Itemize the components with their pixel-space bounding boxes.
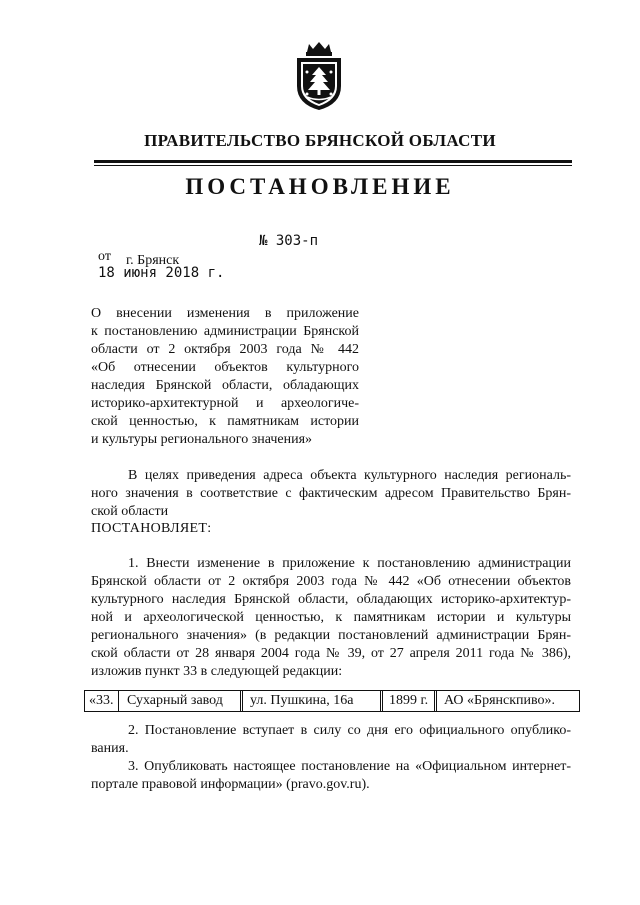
city-line: г. Брянск [126,253,180,268]
subject-line: историко-архитектурной и археологиче- [91,396,359,411]
decree-word: ПОСТАНОВЛЯЕТ: [91,521,212,536]
document-type-title: ПОСТАНОВЛЕНИЕ [185,174,455,199]
item-1-line: Брянской области от 2 октября 2003 года № 442 «Об отнесении объектов [91,574,571,589]
item-1-line: ской области от 28 января 2004 года № 39, от 27 апреля 2011 года № 386), [91,646,571,661]
subject-line: и культуры регионального значения» [91,432,313,447]
preamble-line: ской области [91,504,169,519]
heritage-table-row [84,690,580,712]
item-1-line: ной и археологической ценностью, к памятникам истории и культуры [91,610,571,625]
table-cell-address: ул. Пушкина, 16а [250,693,354,708]
subject-line: О внесении изменения в приложение [91,306,359,321]
subject-line: к постановлению администрации Брянской [91,324,359,339]
item-1-line: регионального значения» (в редакции постановлений администрации Брян- [91,628,571,643]
item-1-line: изложив пункт 33 в следующей редакции: [91,664,343,679]
preamble-line: ного значения в соответствие с фактическим адресом Правительство Брян- [91,486,571,501]
header-divider-thin [94,165,572,166]
date-value: 18 июня 2018 г. [98,265,225,281]
table-cell-border [118,691,119,711]
table-cell-border [242,691,243,711]
table-cell-year: 1899 г. [389,693,429,708]
item-1-paragraph [91,555,571,681]
table-cell-border [240,691,241,711]
item-3-line: портале правовой информации» (pravo.gov.ru). [91,777,370,792]
table-cell-name: Сухарный завод [127,693,223,708]
table-cell-border [84,691,85,711]
organization-title: ПРАВИТЕЛЬСТВО БРЯНСКОЙ ОБЛАСТИ [144,131,496,150]
table-cell-owner: АО «Брянскпиво». [444,693,556,708]
item-1-line: 1. Внести изменение в приложение к постановлению администрации [128,556,571,571]
table-cell-border [434,691,435,711]
item-2-paragraph [91,722,571,758]
document-number: № 303-п [259,233,319,249]
table-cell-number: «33. [89,693,114,708]
preamble-paragraph [91,467,571,521]
item-3-paragraph [91,758,571,794]
table-cell-border [380,691,381,711]
item-2-line: 2. Постановление вступает в силу со дня его официального опублико- [128,723,571,738]
subject-line: наследия Брянской области, обладающих [91,378,359,393]
subject-line: ской ценностью, к памятникам истории [91,414,359,429]
document-subject [91,305,359,449]
date-prefix: от [98,249,111,264]
preamble-line: В целях приведения адреса объекта культурного наследия региональ- [128,468,571,483]
table-cell-border [382,691,383,711]
item-2-line: вания. [91,741,129,756]
table-cell-border [579,691,580,711]
table-cell-border [436,691,437,711]
subject-line: области от 2 октября 2003 года № 442 [91,342,359,357]
item-3-line: 3. Опубликовать настоящее постановление на «Официальном интернет- [128,759,571,774]
item-1-line: культурного наследия Брянской области, обладающих историко-архитектур- [91,592,571,607]
coat-of-arms-emblem [291,42,347,112]
header-divider-thick [94,160,572,163]
subject-line: «Об отнесении объектов культурного [91,360,359,375]
